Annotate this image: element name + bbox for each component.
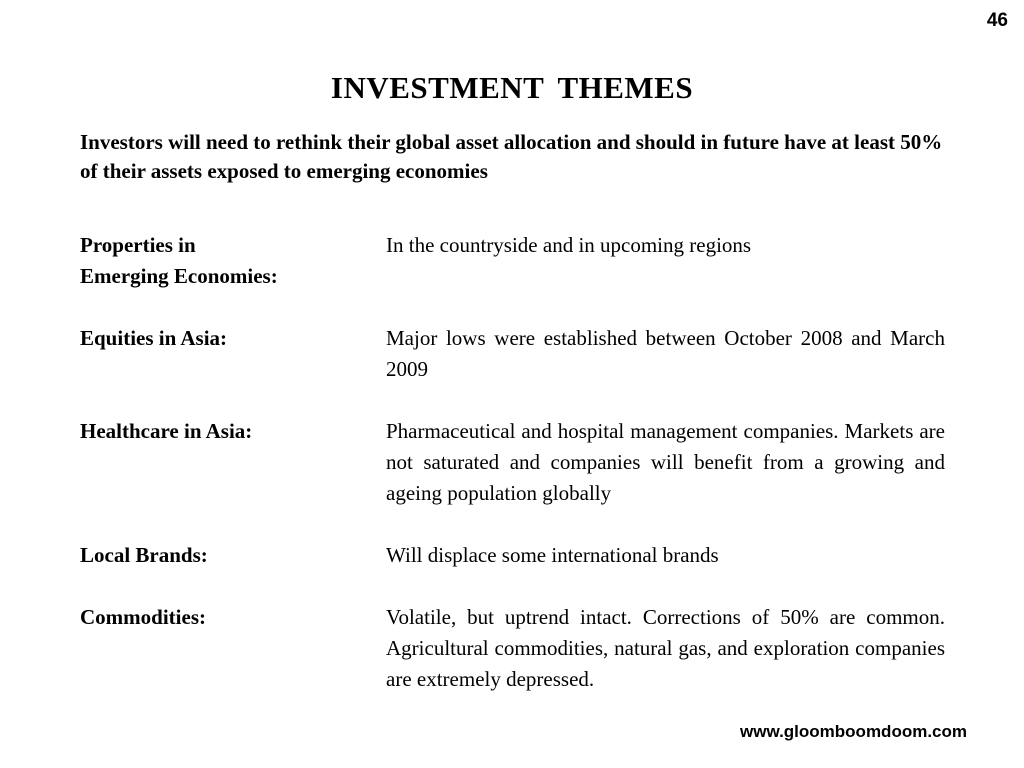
intro-statement: Investors will need to rethink their global asset allocation and should in future have at least 50% of their assets exposed to emerging economies xyxy=(80,130,943,183)
theme-description: Pharmaceutical and hospital management companies. Markets are not saturated and companies will benefit from a growing and ageing population globally xyxy=(386,419,945,505)
footer-website-url: www.gloomboomdoom.com xyxy=(740,722,967,741)
theme-row-properties xyxy=(80,230,945,292)
theme-row-commodities xyxy=(80,602,945,695)
theme-description: Volatile, but uptrend intact. Corrections of 50% are common. Agricultural commodities, natural gas, and exploration companies are extremely depressed. xyxy=(386,605,945,691)
theme-list xyxy=(80,230,945,726)
theme-row-healthcare xyxy=(80,416,945,509)
theme-description: In the countryside and in upcoming regions xyxy=(386,233,752,257)
theme-description: Will displace some international brands xyxy=(386,543,719,567)
theme-label: Local Brands: xyxy=(80,543,208,567)
theme-row-equities xyxy=(80,323,945,385)
page-number: 46 xyxy=(986,10,1008,31)
theme-label: Commodities: xyxy=(80,605,206,629)
page-title: INVESTMENT THEMES xyxy=(330,70,694,105)
theme-label: Equities in Asia: xyxy=(80,326,228,350)
theme-label: Healthcare in Asia: xyxy=(80,419,253,443)
theme-description: Major lows were established between October 2008 and March 2009 xyxy=(386,326,945,381)
theme-label: Properties in Emerging Economies: xyxy=(80,233,278,288)
theme-row-local-brands xyxy=(80,540,945,571)
